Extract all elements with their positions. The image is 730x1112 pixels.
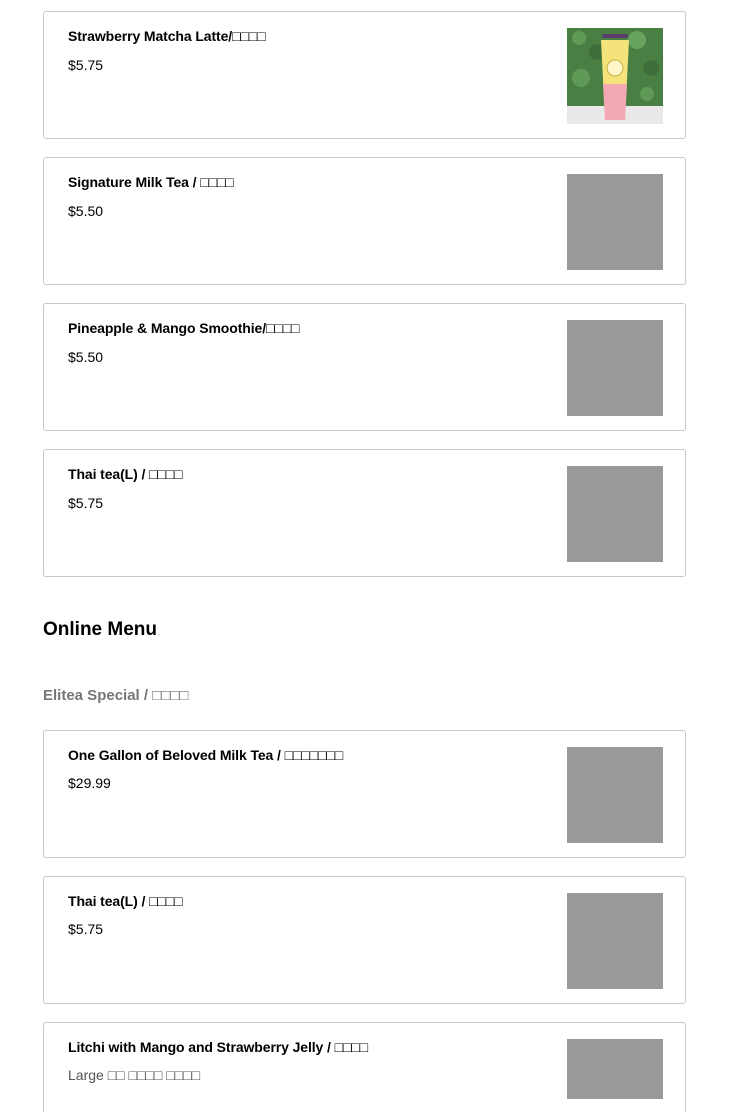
item-image-placeholder bbox=[567, 1039, 663, 1099]
item-name: Thai tea(L) / □□□□ bbox=[68, 466, 183, 482]
item-image-placeholder bbox=[567, 320, 663, 416]
item-name: Signature Milk Tea / □□□□ bbox=[68, 174, 234, 190]
item-image-placeholder bbox=[567, 174, 663, 270]
menu-item-card[interactable] bbox=[43, 157, 686, 285]
item-image-placeholder bbox=[567, 747, 663, 843]
menu-item-card[interactable] bbox=[43, 876, 686, 1004]
item-image-placeholder bbox=[567, 893, 663, 989]
item-price: $5.50 bbox=[68, 203, 104, 219]
menu-item-card[interactable] bbox=[43, 449, 686, 577]
item-price: $5.75 bbox=[68, 921, 104, 937]
item-price: $5.50 bbox=[68, 349, 104, 365]
item-description: Large □□ □□□□ □□□□ bbox=[68, 1067, 201, 1083]
category-heading: Elitea Special / □□□□ bbox=[43, 687, 189, 704]
section-heading: Online Menu bbox=[43, 619, 157, 640]
item-image-placeholder bbox=[567, 466, 663, 562]
item-photo bbox=[567, 28, 663, 124]
item-price: $5.75 bbox=[68, 495, 104, 511]
item-name: Strawberry Matcha Latte/□□□□ bbox=[68, 28, 266, 44]
drink-cup-image bbox=[567, 28, 663, 124]
item-price: $5.75 bbox=[68, 57, 104, 73]
item-name: Litchi with Mango and Strawberry Jelly / □□□□ bbox=[68, 1039, 369, 1055]
item-name: Pineapple & Mango Smoothie/□□□□ bbox=[68, 320, 300, 336]
item-name: One Gallon of Beloved Milk Tea / □□□□□□□ bbox=[68, 747, 344, 763]
menu-item-card[interactable] bbox=[43, 730, 686, 858]
menu-item-card[interactable] bbox=[43, 11, 686, 139]
menu-item-card[interactable] bbox=[43, 303, 686, 431]
item-price: $29.99 bbox=[68, 775, 111, 791]
menu-item-card[interactable] bbox=[43, 1022, 686, 1112]
item-name: Thai tea(L) / □□□□ bbox=[68, 893, 183, 909]
